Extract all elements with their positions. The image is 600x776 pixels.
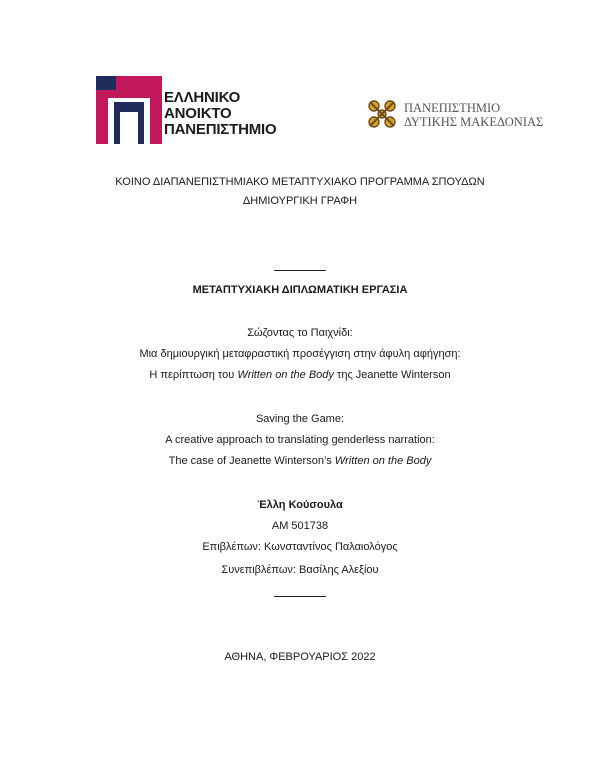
program-name: ΚΟΙΝΟ ΔΙΑΠΑΝΕΠΙΣΤΗΜΙΑΚΟ ΜΕΤΑΠΤΥΧΙΑΚΟ ΠΡΟΓΡΑΜΜΑ ΣΠΟΥΔΩΝ (115, 176, 485, 188)
uowm-wordmark (404, 101, 543, 129)
greek-title-book: Written on the Body (237, 369, 334, 381)
thesis-type-heading: ΜΕΤΑΠΤΥΧΙΑΚΗ ΔΙΠΛΩΜΑΤΙΚΗ ΕΡΓΑΣΙΑ (192, 284, 408, 296)
greek-title-line-1: Σώζοντας το Παιχνίδι: (247, 327, 353, 339)
hellenic-open-university-logo (96, 76, 286, 146)
author-name: Έλλη Κούσουλα (257, 499, 343, 511)
english-title-prefix: The case of Jeanette Winterson’s (168, 455, 335, 467)
greek-title-suffix: της Jeanette Winterson (333, 369, 451, 381)
uowm-emblem-icon (366, 98, 398, 130)
divider-top (274, 270, 326, 271)
hou-wordmark-line: ΑΝΟΙΚΤΟ (164, 105, 232, 122)
uowm-wordmark-line: ΠΑΝΕΠΙΣΤΗΜΙΟ (404, 101, 501, 115)
supervisor: Επιβλέπων: Κωνσταντίνος Παλαιολόγος (202, 541, 398, 553)
greek-title-line-2: Μια δημιουργική μεταφραστική προσέγγιση στην άφυλη αφήγηση: (139, 348, 461, 360)
place-date: ΑΘΗΝΑ, ΦΕΒΡΟΥΑΡΙΟΣ 2022 (224, 651, 376, 663)
student-id: ΑΜ 501738 (271, 520, 329, 532)
uowm-wordmark-line: ΔΥΤΙΚΗΣ ΜΑΚΕΔΟΝΙΑΣ (404, 115, 544, 129)
hou-emblem-icon (96, 76, 162, 144)
greek-title-line-3 (0, 368, 600, 382)
hou-wordmark-line: ΠΑΝΕΠΙΣΤΗΜΙΟ (164, 121, 277, 138)
english-title-line-1: Saving the Game: (255, 413, 345, 425)
field-name: ΔΗΜΙΟΥΡΓΙΚΗ ΓΡΑΦΗ (242, 195, 358, 207)
university-western-macedonia-logo (366, 98, 556, 132)
greek-title-prefix: Η περίπτωση του (149, 369, 238, 381)
english-title-book: Written on the Body (334, 455, 432, 467)
co-supervisor: Συνεπιβλέπων: Βασίλης Αλεξίου (221, 564, 379, 576)
english-title-line-3 (0, 454, 600, 468)
hou-wordmark (164, 90, 276, 138)
english-title-line-2: A creative approach to translating genderless narration: (165, 434, 435, 446)
hou-wordmark-line: ΕΛΛΗΝΙΚΟ (164, 89, 241, 106)
divider-bottom (274, 596, 326, 597)
